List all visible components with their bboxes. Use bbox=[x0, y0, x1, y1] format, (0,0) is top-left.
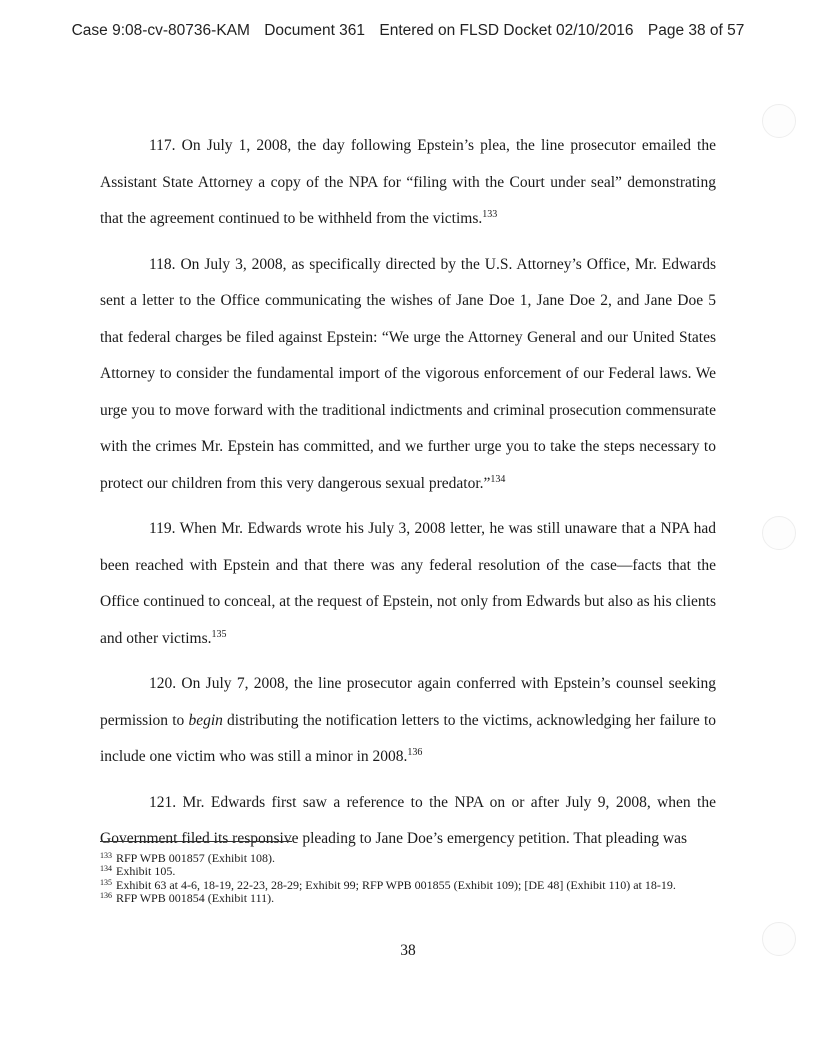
emphasis-begin: begin bbox=[188, 711, 223, 729]
footnote-ref: 133 bbox=[482, 209, 498, 220]
footnote-ref: 134 bbox=[490, 473, 506, 485]
hole-punch-mark bbox=[762, 104, 796, 138]
case-number: Case 9:08-cv-80736-KAM bbox=[71, 22, 250, 39]
footnote-divider bbox=[100, 841, 292, 842]
footnotes bbox=[100, 852, 716, 906]
entered-date: Entered on FLSD Docket 02/10/2016 bbox=[379, 22, 634, 39]
paragraph-118: 118. On July 3, 2008, as specifically directed by the U.S. Attorney’s Office, Mr. Edwards sent a letter to the Office communicating the wishes of Jane Doe 1, Jane Doe 2, and Jane Doe 5 that federal charges be filed against Epstein: “We urge the Attorney General and our United States Attorney to consider the fundamental import of the vigorous enforcement of our Federal laws. We urge you to move forward with the traditional indictments and criminal prosecution commensurate with the crimes Mr. Epstein has committed, and we further urge you to take the steps necessary to protect our children from this very dangerous sexual predator.”$^{134}$ bbox=[100, 255, 716, 492]
docket-header bbox=[0, 22, 816, 40]
footnote: $^{136}$ RFP WPB 001854 (Exhibit 111). bbox=[100, 891, 275, 906]
document-number: Document 361 bbox=[264, 22, 366, 39]
paragraph-119: 119. When Mr. Edwards wrote his July 3, 2008 letter, he was still unaware that a NPA had been reached with Epstein and that there was any federal resolution of the case—facts that the Office continued to conceal, at the request of Epstein, not only from Edwards but also as his clients and other victims.$^{135}$ bbox=[100, 520, 716, 647]
footnote: $^{134}$ Exhibit 105. bbox=[100, 864, 176, 879]
document-body bbox=[100, 128, 716, 858]
page-count: Page 38 of 57 bbox=[647, 22, 745, 39]
paragraph-120: 120. On July 7, 2008, the line prosecutor again conferred with Epstein’s counsel seeking permission to begin distributing the notification letters to the victims, acknowledging her failure to include one victim who was still a minor in 2008.$^{136}$ bbox=[100, 675, 716, 765]
footnote: $^{135}$ Exhibit 63 at 4-6, 18-19, 22-23, 28-29; Exhibit 99; RFP WPB 001855 (Exhibit 109); [DE 48] (Exhibit 110) at 18-19. bbox=[100, 877, 676, 892]
paragraph-121: 121. Mr. Edwards first saw a reference to the NPA on or after July 9, 2008, when the Government filed its responsive pleading to Jane Doe’s emergency petition. That pleading was bbox=[100, 793, 716, 847]
footnote-ref: 135 bbox=[211, 628, 227, 640]
hole-punch-mark bbox=[762, 516, 796, 550]
page-number: 38 bbox=[400, 942, 416, 959]
footnote: $^{133}$ RFP WPB 001857 (Exhibit 108). bbox=[100, 851, 276, 865]
footnote-ref: 136 bbox=[407, 747, 423, 758]
paragraph-117: 117. On July 1, 2008, the day following Epstein’s plea, the line prosecutor emailed the Assistant State Attorney a copy of the NPA for “filing with the Court under seal” demonstrating that the agreement continued to be withheld from the victims.$^{133}$ bbox=[100, 137, 716, 227]
